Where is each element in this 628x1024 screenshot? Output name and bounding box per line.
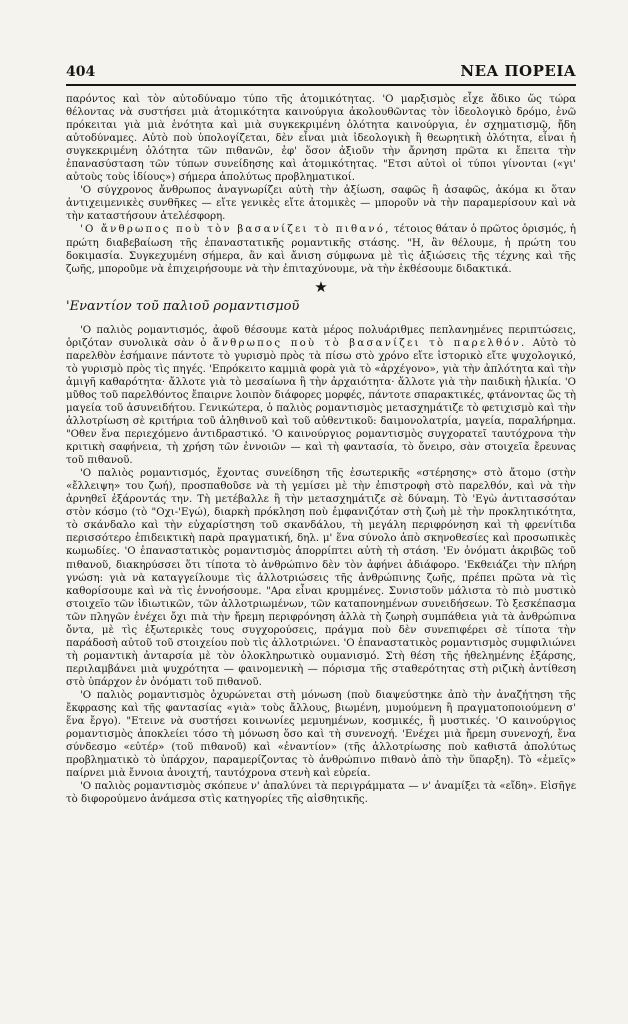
paragraph-rest: τέτοιος θάταν ὁ πρῶτος ὁρισμός, ἡ πρώτη διαβεβαίωση τῆς ἐπαναστατικῆς ρομαντικῆς στάσης. "Η, ἂν θέλουμε, ἡ πρώτη του δοκιμασία. Συγκεχυμένη σήμερα, ἂν καὶ ἄνιση σύμφωνα μὲ τὶς ἀξιώσεις τῆς τέχνης καὶ τῆς ζωῆς, μποροῦμε νὰ ἐπιχειρήσουμε νὰ τὴν ἐπιταχύνουμε, νὰ τὴν ἐκθέσουμε διδακτικά. xyxy=(66,224,576,275)
running-title: ΝΕΑ ΠΟΡΕΙΑ xyxy=(460,62,576,80)
paragraph-rest: Αὐτὸ τὸ παρελθὸν ἐσήμαινε πάντοτε τὸ γυρισμὸ πρὸς τὰ πίσω στὸ χρόνο εἴτε ἱστορικὸ εἴτε ψυχολογικό, τὸ γυρισμὸ πρὸς τὶς πηγές. 'Επρόκειτο καμμιὰ φορὰ γιὰ τὸ «ἀρχέγονο», γιὰ τὴν ἀπλότητα καὶ τὴν ἀμιγῆ καθαρότητα· ἄλλοτε γιὰ τὸ μεσαίωνα ἢ τὴν ἀρχαιότητα· ἄλλοτε γιὰ τὴν παιδικὴ ἡλικία. 'Ο μῦθος τοῦ παρελθόντος ἔπαιρνε λοιπὸν διάφορες μορφές, πάντοτε σπαρακτικές, φτάνοντας ὥς τὴ μαγεία τοῦ ἀσυνειδήτου. Γενικώτερα, ὁ παλιὸς ρομαντισμὸς μετασχημάτιζε τὸ φετιχισμὸ καὶ τὴν ἀλλοτρίωση σὲ κριτήρια τοῦ ἀληθινοῦ καὶ τοῦ αὐθεντικοῦ: δαιμονολατρία, μαγεία, παραλήρημα. "Οθεν ἕνα περιεχόμενο ἀντιδραστικό. 'Ο καινούργιος ρομαντισμὸς συγχορατεῖ ταυτόχρονα τὴν κριτικὴ σαφήνεια, τὴ χρήση τῶν ἐννοιῶν — καὶ τὴ φαντασία, τὸ ὄνειρο, σὰν στοιχεῖα ἔρευνας τοῦ πιθανοῦ. xyxy=(66,337,576,467)
paragraph: 'Ο παλιὸς ρομαντισμός, ἔχοντας συνείδηση τῆς ἐσωτερικῆς «στέρησης» στὸ ἄτομο (στὴν «ἔλλειψη» του ζωή), προσπαθοῦσε νὰ τὴ γεμίσει μὲ τὴν ἐπιστροφὴ στὸ παρελθόν, καὶ νὰ τὴν ἀρνηθεῖ ἐξάροντάς την. Τὴ μετέβαλλε ἢ τὴν μετασχημάτιζε σὲ δύναμη. Τὸ 'Εγὼ ἀντιτασσόταν στὸν κόσμο (τὸ "Οχι-'Εγώ), διαρκὴ πρόκληση ποὺ ἐμφανιζόταν στὴ ζωὴ μὲ τὴν προκλητικότητα, τὸ σκάνδαλο καὶ τὴν εὐχαρίστηση τοῦ σκανδάλου, τὴ μεγάλη περιφρόνηση καὶ τὴ φρενίτιδα περισσότερο ἐπιδεικτικὴ παρὰ πραγματική, δηλ. μ' ἕνα σύνολο ἀπὸ σκηνοθεσίες καὶ προσωπικὲς κωμωδίες. 'Ο ἐπαναστατικὸς ρομαντισμὸς ἀπορρίπτει αὐτὴ τὴ στάση. 'Εν ὀνόματι ἀκριβῶς τοῦ πιθανοῦ, διακηρύσσει ὅτι τίποτα τὸ ἀνθρώπινο δὲν τὸν ἀφήνει ἀδιάφορο. 'Εκθειάζει τὴν πλήρη γνώση: γιὰ νὰ καταγγείλουμε τὶς ἀλλοτριώσεις τῆς ἀνθρώπινης ζωῆς, πρέπει πρῶτα νὰ τὶς καθορίσουμε καὶ νὰ τὶς ἐννοήσουμε. "Αρα εἶναι κρυμμένες. Συνιστοῦν μάλιστα τὸ πιὸ μυστικὸ στοιχεῖο τῶν ἰδιωτικῶν, τῶν ἀλλοτριωμένων, τῶν καταπονημένων συνειδήσεων. Τὸ ξεσκέπασμα τῶν πληγῶν ἐνέχει ὄχι πιὰ τὴν ἤρεμη περιφρόνηση ἀλλὰ τὴ ζωηρὴ συμπάθεια γιὰ τὰ ἀνθρώπινα ὄντα, μὲ τὶς ἐξωτερικὲς τους συγχορούσεις, πράγμα ποὺ δὲν συνεπιφέρει σὲ τίποτα τὴν παράδοσὴ αὐτοῦ τοῦ στοιχείου ποὺ τὶς ἀλλοτριώνει. 'Ο ἐπαναστατικὸς ρομαντισμὸς συμφιλιώνει τὴ ρομαντικὴ ἀνταρσία μὲ τὸν ὁλοκληρωτικὸ ουμανισμό. Στὴ θέση τῆς ἠθελημένης ἐξάρσης, περιλαμβάνει μιὰ ψυχρότητα — φαινομενικὴ — πόρισμα τῆς σταθερότητας στὴ ριζικὴ ἀντίθεση στὸ ὑπάρχον ἐν ὀνόματι τοῦ πιθανοῦ. xyxy=(66,468,576,688)
page-number: 404 xyxy=(66,64,96,80)
paragraph xyxy=(66,324,576,468)
page-header xyxy=(66,58,576,80)
spaced-phrase: ἄνθρωπος ποὺ τὸ βασανίζει τὸ παρελθόν. xyxy=(212,337,527,349)
star-separator-icon: ★ xyxy=(314,277,328,296)
header-rule xyxy=(66,84,576,86)
section-heading: 'Εναντίον τοῦ παλιοῦ ρομαντισμοῦ xyxy=(66,298,300,314)
paragraph: 'Ο παλιὸς ρομαντισμὸς ὀχυρώνεται στὴ μόνωση (ποὺ διαψεύστηκε ἀπὸ τὴν ἀναζήτηση τῆς ἔκφρασης καὶ τῆς φαντασίας «γιὰ» τοὺς ἄλλους, βιωμένη, μυμούμενη ἢ πραγματοποιούμενη σ' ἕνα ἔργο). "Ετεινε νὰ συστήσει κοινωνίες μεμυημένων, κοσμικές, ἢ μυστικές. 'Ο καινούργιος ρομαντισμὸς ἀποκλείει τόσο τὴ μόνωση ὅσο καὶ τὴ συνενοχή. 'Ενέχει μιὰ ἤρεμη συνενοχή, ἕνα σύνδεσμο «εὐτέρ» (τοῦ πιθανοῦ) καὶ «ἐναντίον» (τῆς ἀλλοτρίωσης ποὺ καθιστᾶ ἀπολύτως προβληματικὸ τὸ ὑπάρχον, παραμερίζοντας τὸ ἀνθρώπινο πιθανὸ ἀπὸ τὴν ὕπαρξη). Τὸ «ἐμεῖς» παίρνει μιὰ ἔννοια ἀνοιχτή, ταυτόχρονα στενὴ καὶ εὐρεία. xyxy=(66,689,576,780)
paragraph: 'Ο παλιὸς ρομαντισμὸς σκόπευε ν' ἀπαλύνει τὰ περιγράμματα — ν' ἀναμίξει τὰ «εἴδη». Εἰσῆγε τὸ διφορούμενο ἀνάμεσα στὶς κατηγορίες τῆς αἰσθητικῆς. xyxy=(66,781,576,806)
spaced-phrase: 'Ο ἄνθρωπος ποὺ τὸν βασανίζει τὸ πιθανό, xyxy=(80,224,391,236)
paragraph xyxy=(66,223,576,275)
article-body xyxy=(66,93,576,806)
paragraph-start: 'Ο παλιὸς ρομαντισμός, ἀφοῦ θέσουμε κατὰ μέρος πολυάριθμες πεπλανημένες περιπτώσεις, ὁριζόταν συνολικὰ σὰν ὁ xyxy=(66,324,576,349)
paragraph: 'Ο σύγχρονος ἄνθρωπος ἀναγνωρίζει αὐτὴ τὴν ἀξίωση, σαφῶς ἢ ἀσαφῶς, ἀκόμα κι ὅταν ἀντιχειμενικὲς συνθῆκες — εἴτε γενικὲς εἴτε ἀτομικὲς — μποροῦν νὰ τὴν παραμερίσουν καὶ νὰ τὴν καταστήσουν ἀτελέσφορη. xyxy=(66,185,576,223)
paragraph: παρόντος καὶ τὸν αὐτοδύναμο τύπο τῆς ἀτομικότητας. 'Ο μαρξισμὸς εἶχε ἄδικο ὥς τώρα θέλοντας νὰ συστήσει μιὰ ἀτομικότητα καινούργια ἀκολουθῶντας τὸν ἰδεολογικὸ δρόμο, ἐνῶ πρόκειται γιὰ μιὰ ἑνότητα καὶ μιὰ συγκεκριμένη ὁλότητα καινούργια, ἐν σχηματισμῷ, ἤδη αὐτοδύναμες. Αὐτὸ ποὺ ὑπολογίζεται, δὲν εἶναι μιὰ ἰδεολογικὴ ἢ θεωρητικὴ ὁλότητα, εἶναι ἡ συγκεκριμένη ὁλότητα τῶν πιθανῶν, ἐφ' ὅσον ἀξιοῦν τὴν ἄρνηση πρῶτα κι ἔπειτα τὴν ἐπανασύσταση τῶν τύπων συνείδησης καὶ ἀτομικότητας. "Ετσι αὐτοὶ οἱ τύποι γίνονται («γι' αὐτοὺς τοὺς ἰδίους») σήμερα ἀπολύτως προβληματικοί. xyxy=(66,94,576,184)
